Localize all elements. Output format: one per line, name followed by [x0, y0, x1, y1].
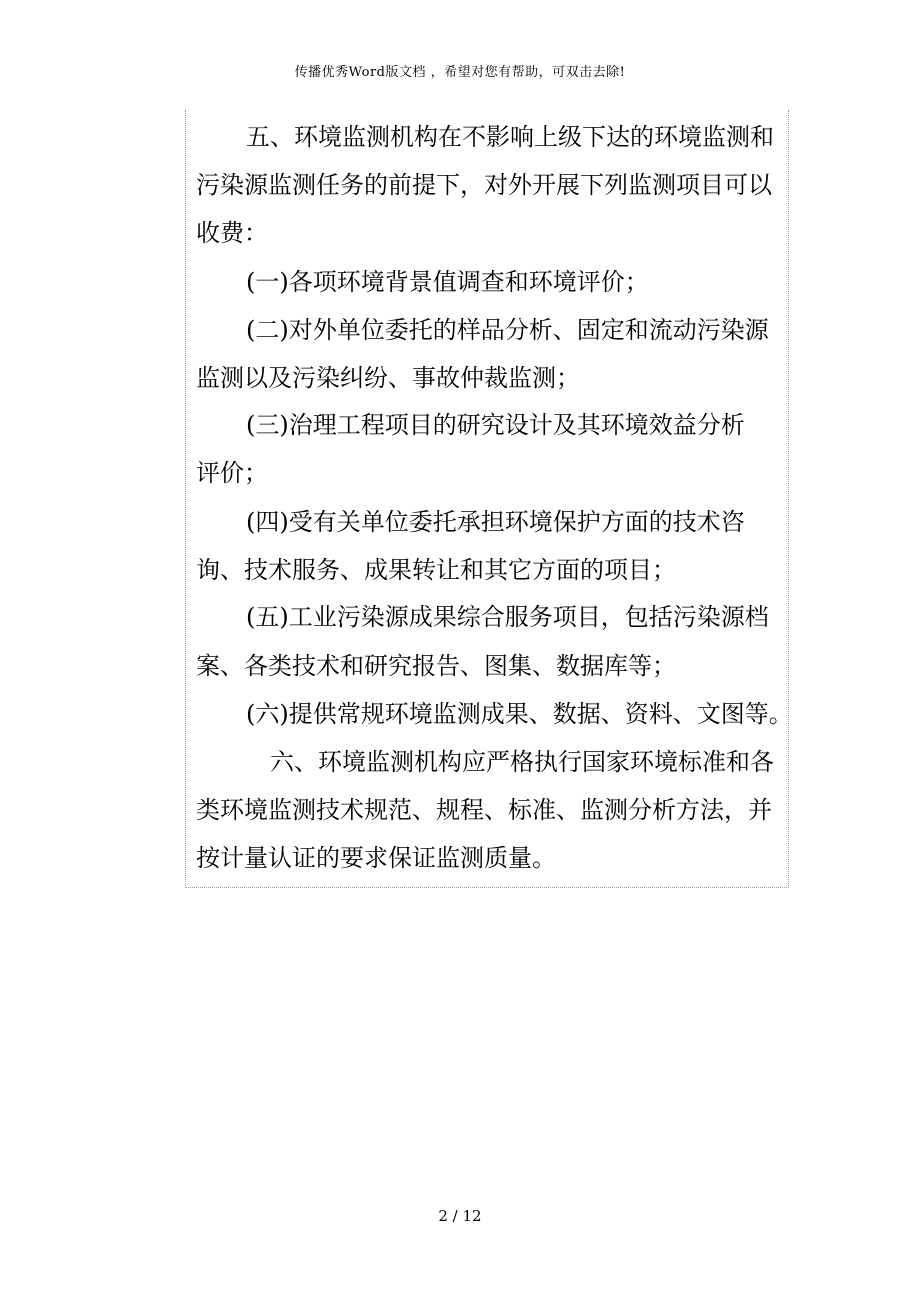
paragraph-4-line-2: 评价； — [196, 459, 268, 487]
paragraph-7-line-1: (六)提供常规环境监测成果、数据、资料、文图等。 — [246, 700, 793, 728]
paragraph-6-line-2: 案、各类技术和研究报告、图集、数据库等； — [196, 652, 676, 680]
paragraph-8-line-1: 六、环境监测机构应严格执行国家环境标准和各 — [270, 748, 774, 776]
header-note: 传播优秀Word版文档 ，希望对您有帮助，可双击去除! — [294, 65, 626, 80]
paragraph-2-line-1: (一)各项环境背景值调查和环境评价； — [246, 268, 649, 296]
paragraph-1-line-2: 污染源监测任务的前提下，对外开展下列监测项目可以 — [196, 171, 772, 199]
paragraph-3-line-1: (二)对外单位委托的样品分析、固定和流动污染源 — [246, 316, 769, 344]
paragraph-5-line-1: (四)受有关单位委托承担环境保护方面的技术咨 — [246, 508, 745, 536]
paragraph-8-line-2: 类环境监测技术规范、规程、标准、监测分析方法，并 — [196, 796, 772, 824]
page-number: 2 / 12 — [438, 1207, 482, 1225]
paragraph-1-line-1: 五、环境监测机构在不影响上级下达的环境监测和 — [246, 123, 774, 151]
paragraph-4-line-1: (三)治理工程项目的研究设计及其环境效益分析 — [246, 411, 745, 439]
paragraph-5-line-2: 询、技术服务、成果转让和其它方面的项目； — [196, 556, 676, 584]
paragraph-8-line-3: 按计量认证的要求保证监测质量。 — [196, 844, 556, 872]
paragraph-1-line-3: 收费： — [196, 219, 268, 247]
paragraph-3-line-2: 监测以及污染纠纷、事故仲裁监测； — [196, 364, 580, 392]
paragraph-6-line-1: (五)工业污染源成果综合服务项目，包括污染源档 — [246, 603, 769, 631]
